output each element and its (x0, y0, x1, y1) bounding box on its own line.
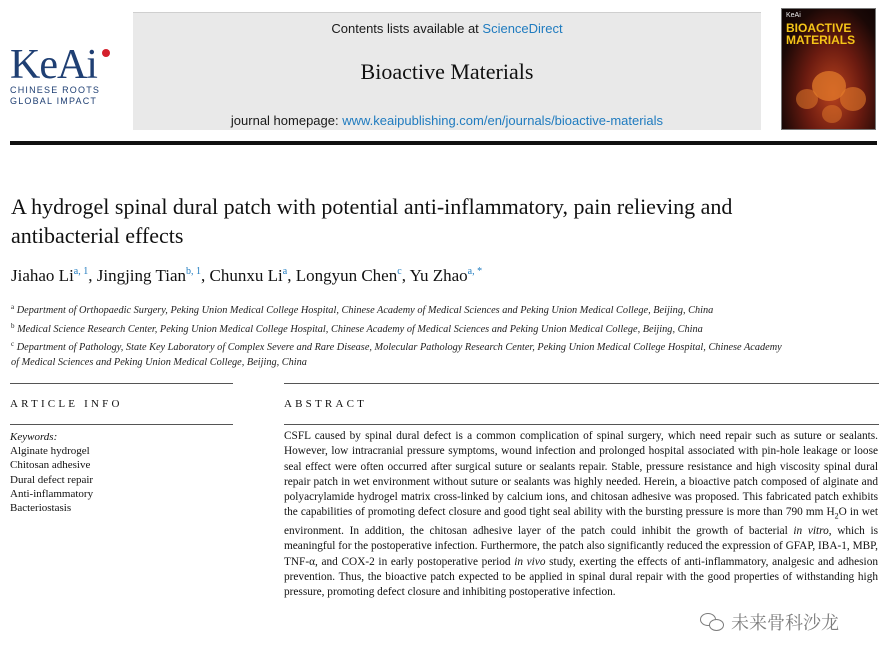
author-separator: , (401, 266, 410, 285)
affiliation-text: Medical Science Research Center, Peking Union Medical College Hospital, Chinese Academy of Medical Sciences and Peking Union Medical College, Beijing, China (17, 323, 703, 335)
journal-homepage-link[interactable]: www.keaipublishing.com/en/journals/bioactive-materials (342, 113, 664, 128)
author-separator: , (287, 266, 296, 285)
logo-tagline-2: GLOBAL IMPACT (10, 96, 98, 106)
logo-tagline-1: CHINESE ROOTS (10, 85, 101, 95)
keywords-label: Keywords: (10, 431, 58, 443)
article-title: A hydrogel spinal dural patch with potential anti-inflammatory, pain relieving and antibacterial effects (11, 194, 733, 248)
author-separator: , (88, 266, 97, 285)
keywords-block (10, 430, 93, 515)
author-affiliation-mark[interactable]: a (282, 266, 288, 277)
affiliation-mark: b (11, 321, 15, 330)
keai-logo (10, 42, 120, 107)
cover-publisher: KeAi (786, 12, 801, 19)
affiliations (11, 300, 791, 370)
journal-banner (133, 12, 761, 130)
abstract-top-rule (284, 383, 879, 384)
author-affiliation-mark[interactable]: a, 1 (73, 266, 89, 277)
affiliation-item (11, 300, 791, 319)
keyword-item: Bacteriostasis (10, 502, 72, 515)
author-name[interactable]: Longyun Chen (295, 266, 398, 285)
article-info-top-rule (10, 383, 233, 384)
author-name[interactable]: Chunxu Li (209, 266, 283, 285)
logo-dot (102, 49, 110, 57)
abstract-rule (284, 424, 879, 425)
article-info-heading: ARTICLE INFO (10, 398, 123, 410)
author-name[interactable]: Yu Zhao (409, 266, 468, 285)
header-rule (10, 141, 877, 145)
author-affiliation-mark[interactable]: c (397, 266, 402, 277)
affiliation-item (11, 337, 791, 370)
affiliation-mark: a (11, 303, 15, 311)
journal-name: Bioactive Materials (360, 59, 534, 84)
logo-wordmark: KeAi (10, 45, 120, 85)
affiliation-item (11, 319, 791, 338)
affiliation-text: Department of Orthopaedic Surgery, Peking Union Medical College Hospital, Chinese Academy of Medical Sciences and Peking Union Medical College, Beijing, China (16, 305, 714, 316)
cover-title: BIOACTIVE MATERIALS (786, 21, 856, 47)
affiliation-mark: c (11, 340, 15, 348)
wechat-icon (700, 611, 726, 633)
journal-homepage-line: journal homepage: www.keaipublishing.com/en/journals/bioactive-materials (230, 113, 664, 128)
keyword-item: Anti-inflammatory (10, 487, 94, 500)
watermark-text: 未来骨科沙龙 (731, 613, 839, 634)
author-affiliation-mark[interactable]: b, 1 (186, 266, 202, 277)
author-name[interactable]: Jingjing Tian (96, 266, 187, 285)
wechat-watermark (700, 609, 839, 635)
sciencedirect-link[interactable]: ScienceDirect (482, 21, 563, 36)
keyword-item: Chitosan adhesive (10, 459, 91, 472)
keyword-item: Dural defect repair (10, 473, 94, 486)
abstract-text: CSFL caused by spinal dural defect is a common complication of spinal surgery, which need repair such as suture or sealants. However, low intracranial pressure symptoms, wound infection and prolonged hospital associated with pin-hole leakage or loose seal effect were often occurred after surgical suture or sealants repair. Stable, pressure resistance and high viscosity spinal dural repair patch in wet environment without suture or sealants was highly needed. Herein, a bioactive patch composed of alginate and polyacrylamide hydrogel matrix cross-linked by calcium ions, and chitosan adhesive was proposed. This fabricated patch exhibits the capabilities of promoting defect closure and good tight seal ability with the bursting pressure is more than 790 mm $H_2O$ in wet environment. In addition, the chitosan adhesive layer of the patch could inhibit the growth of bacterial in vitro, which is meaningful for the postoperative infection. Furthermore, the patch also significantly reduced the expression of GFAP, IBA-1, MBP, TNF-α, and COX-2 in early postoperative period in vivo study, exerting the effects of anti-inflammatory, analgesic and adhesion prevention. Thus, the bioactive patch expected to be applied in spinal dural repair with the good properties of withstanding high pressure, promoting defect closure and inhibiting postoperative infection. (284, 430, 879, 599)
contents-available-line: Contents lists available at ScienceDirect (331, 21, 563, 36)
author-name[interactable]: Jiahao Li (11, 266, 74, 285)
author-affiliation-mark[interactable]: a, * (467, 266, 483, 277)
keywords-rule (10, 424, 233, 425)
author-separator: , (201, 266, 210, 285)
abstract-heading: ABSTRACT (284, 398, 368, 410)
journal-cover-image (781, 8, 876, 130)
affiliation-text: Department of Pathology, State Key Laboratory of Complex Severe and Rare Disease, Molecular Pathology Research Center, Peking Union Medical College Hospital, Chinese Academy of Medical Sciences and Peking Union Medical College, Beijing, China (11, 342, 782, 368)
keyword-item: Alginate hydrogel (10, 445, 90, 458)
author-list (11, 266, 482, 286)
